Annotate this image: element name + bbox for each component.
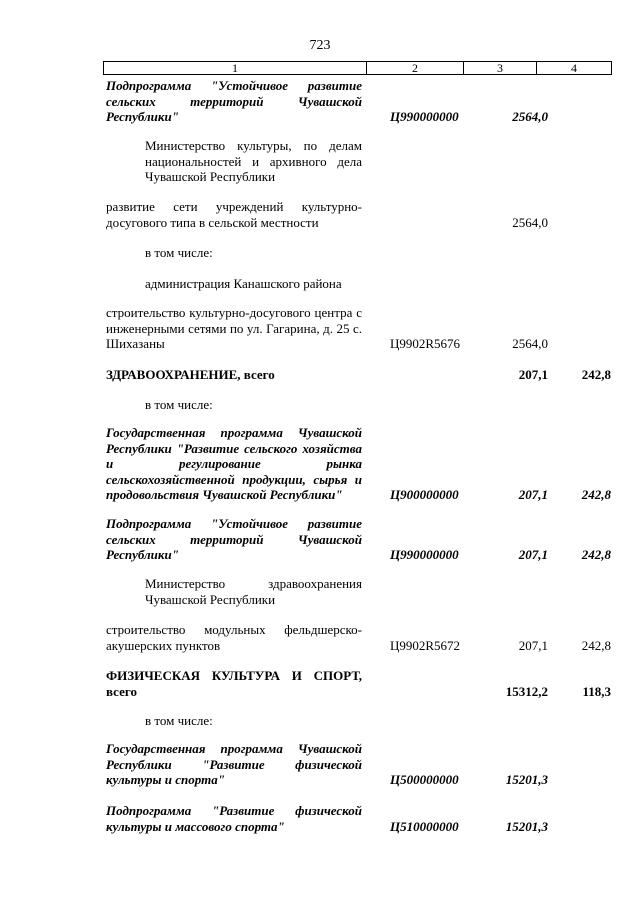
- row-name: развитие сети учреждений культурно-досугового типа в сельской местности: [106, 199, 362, 230]
- row-value-3: 15312,2: [505, 684, 548, 699]
- row-value-4: 242,8: [581, 638, 611, 653]
- row-value-3: 207,1: [518, 638, 548, 653]
- row-code: Ц990000000: [390, 547, 459, 562]
- row-code: Ц900000000: [390, 487, 459, 502]
- row-value-3: 2564,0: [512, 109, 548, 124]
- row-name: Государственная программа Чувашской Республики "Развитие физической культуры и спорта": [106, 741, 362, 787]
- column-header-2: 2: [366, 62, 463, 74]
- row-value-3: 2564,0: [512, 336, 548, 351]
- row-name: в том числе:: [145, 245, 213, 260]
- row-name: строительство культурно-досугового центра с инженерными сетями по ул. Гагарина, д. 25 с. Шихазаны: [106, 305, 362, 351]
- row-value-3: 207,1: [518, 487, 548, 502]
- row-value-3: 2564,0: [512, 215, 548, 230]
- row-name: ФИЗИЧЕСКАЯ КУЛЬТУРА И СПОРТ, всего: [106, 668, 362, 699]
- row-name: Министерство здравоохранения Чувашской Республики: [145, 576, 362, 607]
- row-name: Подпрограмма "Развитие физической культуры и массового спорта": [106, 803, 362, 834]
- row-name: ЗДРАВООХРАНЕНИЕ, всего: [106, 367, 275, 382]
- row-value-4: 242,8: [581, 367, 611, 382]
- page-number: 723: [309, 38, 331, 53]
- column-header-3: 3: [463, 62, 536, 74]
- table-header: [103, 61, 612, 75]
- row-code: Ц9902R5672: [390, 638, 461, 653]
- row-name: в том числе:: [145, 397, 213, 412]
- row-value-4: 242,8: [581, 547, 611, 562]
- row-name: Государственная программа Чувашской Республики "Развитие сельского хозяйства и регулирование рынка сельскохозяйственной продукции, сырья и продовольствия Чувашской Республики": [106, 425, 362, 502]
- row-name: в том числе:: [145, 713, 213, 728]
- row-name: Подпрограмма "Устойчивое развитие сельских территорий Чувашской Республики": [106, 78, 362, 124]
- row-code: Ц500000000: [390, 772, 459, 787]
- row-value-4: 242,8: [581, 487, 611, 502]
- row-value-3: 207,1: [518, 547, 548, 562]
- row-value-3: 15201,3: [505, 772, 548, 787]
- column-header-4: 4: [536, 62, 611, 74]
- row-value-3: 207,1: [518, 367, 548, 382]
- row-value-3: 15201,3: [505, 819, 548, 834]
- row-name: Министерство культуры, по делам национальностей и архивного дела Чувашской Республики: [145, 138, 362, 184]
- row-name: Подпрограмма "Устойчивое развитие сельских территорий Чувашской Республики": [106, 516, 362, 562]
- row-code: Ц510000000: [390, 819, 459, 834]
- row-code: Ц990000000: [390, 109, 459, 124]
- row-name: администрация Канашского района: [145, 276, 342, 291]
- row-value-4: 118,3: [582, 684, 611, 699]
- column-header-1: 1: [232, 61, 238, 75]
- row-code: Ц9902R5676: [390, 336, 461, 351]
- row-name: строительство модульных фельдшерско-акушерских пунктов: [106, 622, 362, 653]
